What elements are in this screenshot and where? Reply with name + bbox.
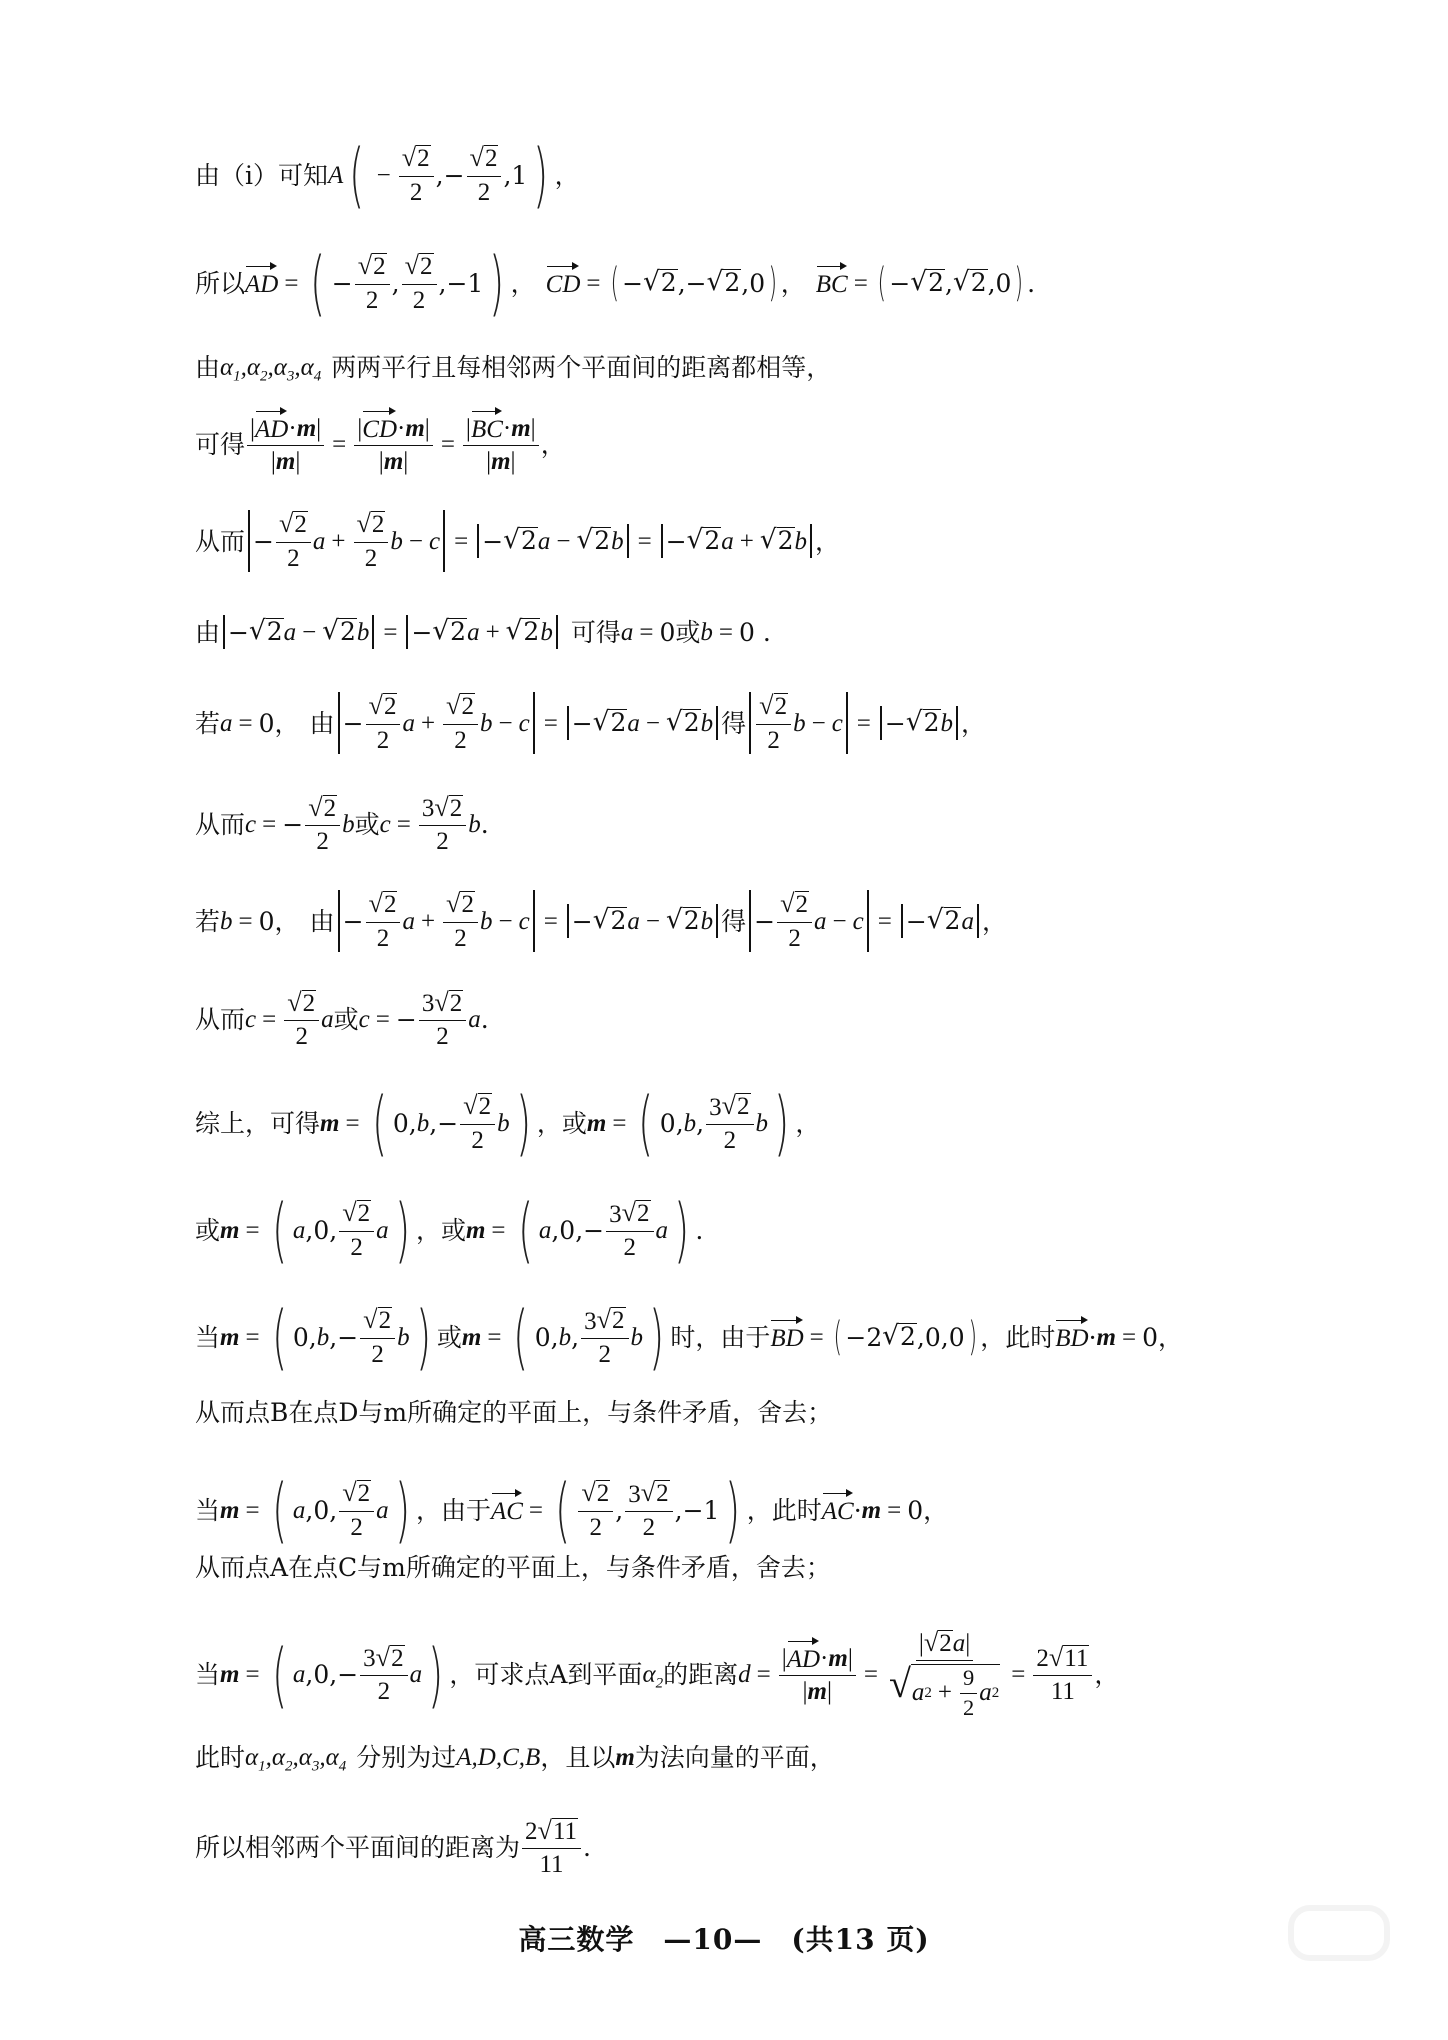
text-kede: 可得 — [195, 430, 246, 459]
line-11: 综上，可得 m = ( 0, b ,− √ 2 2 b ) ， 或 m = ( 0, b , 3 √ 2 2 b ) ， — [195, 1082, 821, 1164]
line-3: 由 $\alpha_1,\alpha_2,\alpha_3,\alpha_4$ 两两平行且每相邻两个平面间的距离都相等， — [195, 353, 832, 385]
text-conger: 从而 — [195, 810, 246, 840]
text-huo: 或 — [354, 810, 380, 840]
line-13: 当 m = ( 0, b ,− √ 2 2 b ) 或 m = ( 0, b , 3 √ 2 2 b ) 时，由于 BD = ( −2 √ 2 ,0,0 ) ，此时 BD · m = 0 ， — [195, 1296, 1183, 1378]
text-conclusion-b: 从而点B在点D与m所确定的平面上，与条件矛盾，舍去； — [195, 1398, 833, 1427]
text-cishi: ，此时 — [980, 1322, 1056, 1352]
watermark-shape — [1288, 1905, 1390, 1961]
line-17: 当 m = ( a ,0,− 3 √ 2 2 a ) ，可求点A到平面 $\alpha_2$ 的距离 d = | AD · m | | m | = | √ 2 a | √ a 2 + $\frac{9}{2}$ a 2 = 2 √ 11 11 ， — [195, 1628, 1120, 1720]
line-4: 可得 | AD · m | | m | = | CD · m | | m | = | BC · m | | m | ， — [195, 415, 566, 475]
text-conger: 从而 — [195, 1005, 246, 1035]
text-ruo: 若 — [195, 906, 221, 936]
text-you-zhi: 由（i）可知 — [195, 160, 328, 190]
text-juli: 的距离 — [663, 1660, 739, 1690]
text-conclusion-a: 从而点A在点C与m所确定的平面上，与条件矛盾，舍去； — [195, 1553, 831, 1582]
page-footer: 高三数学 —10— (共13 页) — [518, 1923, 930, 1956]
text-cishi-alpha: 此时 — [195, 1743, 246, 1772]
text-you: 由 — [309, 708, 335, 738]
line-9: 若 b = 0 ， 由 − √ 2 2 a + √ 2 2 b − c = − √ 2 a − √ 2 b 得 − √ 2 2 a − c = − √ 2 a ， — [195, 889, 1007, 952]
text-dang: 当 — [195, 1660, 221, 1690]
text-fenbie: 分别为过 — [356, 1743, 457, 1772]
text-dang: 当 — [195, 1495, 221, 1525]
line-16 — [195, 1555, 1388, 1580]
line-18: 此时 $\alpha_1,\alpha_2,\alpha_3,\alpha_4$ 分别为过 A,D,C,B ，且以 m 为法向量的平面， — [195, 1743, 835, 1775]
text-final: 所以相邻两个平面间的距离为 — [195, 1833, 521, 1863]
line-2: 所以 AD = ( − √ 2 2 , √ 2 2 ,−1 ) ， CD = ( − √ 2 ,− √ 2 ,0 ) ， BC = ( − √ 2 , √ 2 ,0 ) . — [195, 242, 1036, 324]
line-10: 从而 c = √ 2 2 a 或 c = − 3 √ 2 2 a . — [195, 988, 489, 1051]
line-12: 或 m = ( a ,0, √ 2 2 a ) ， 或 m = ( a ,0,− 3 √ 2 2 a ) . — [195, 1189, 704, 1271]
text-de: 得 — [721, 708, 747, 738]
text-you: 由 — [195, 353, 221, 382]
text-conger: 从而 — [195, 526, 246, 556]
line-7: 若 a = 0 ， 由 − √ 2 2 a + √ 2 2 b − c = − √ 2 a − √ 2 b 得 √ 2 2 b − c = − √ 2 b ， — [195, 691, 987, 754]
text-qieyi: ，且以 — [540, 1743, 616, 1772]
text-suoyi: 所以 — [195, 268, 246, 298]
text-huo: 或 — [561, 1108, 587, 1138]
line-5: 从而 − √ 2 2 a + √ 2 2 b − c = − √ 2 a − √ 2 b = − √ 2 a + √ 2 b ， — [195, 509, 841, 572]
text-faxiang: 为法向量的平面， — [634, 1743, 835, 1772]
text-huo: 或 — [333, 1005, 359, 1035]
text-huo: 或 — [436, 1322, 462, 1352]
line-19: 所以相邻两个平面间的距离为 2 √ 11 11 . — [195, 1816, 591, 1879]
text-cishi: ，此时 — [746, 1495, 822, 1525]
line-1: 由（i）可知 A ( − √ 2 2 ,− √ 2 2 ,1 ) ， — [195, 134, 580, 216]
line-6: 由 − √ 2 a − √ 2 b = − √ 2 a + √ 2 b 可得 a = 0 或 b = 0 . — [195, 615, 1388, 649]
line-14 — [195, 1400, 1388, 1425]
text-kede: 可得 — [570, 617, 621, 647]
line-15: 当 m = ( a ,0, √ 2 2 a ) ，由于 AC = ( √ 2 2 , 3 √ 2 2 ,−1 ) ，此时 AC · m = 0 ， — [195, 1469, 949, 1551]
text-dang: 当 — [195, 1322, 221, 1352]
text-shi: 时，由于 — [670, 1322, 771, 1352]
text-huo: 或 — [195, 1215, 221, 1245]
text-huo: 或 — [440, 1215, 466, 1245]
text-youyu: ，由于 — [415, 1495, 491, 1525]
text-zongshang: 综上，可得 — [195, 1108, 321, 1138]
text-de: 得 — [721, 906, 747, 936]
text-ruo: 若 — [195, 708, 221, 738]
text-keqiu: ，可求点A到平面 — [449, 1660, 643, 1690]
text-you: 由 — [195, 617, 221, 647]
text-you: 由 — [309, 906, 335, 936]
text-parallel: 两两平行且每相邻两个平面间的距离都相等， — [331, 353, 832, 382]
text-huo: 或 — [675, 617, 701, 647]
line-8: 从而 c = − √ 2 2 b 或 c = 3 √ 2 2 b . — [195, 793, 489, 856]
